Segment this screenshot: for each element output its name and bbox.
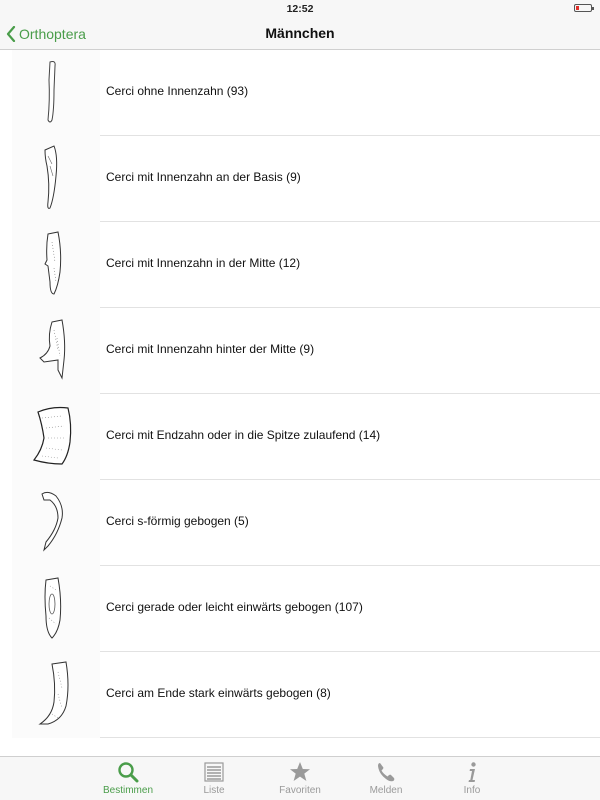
list-item-label: Cerci mit Endzahn oder in die Spitze zulaufend (14) (106, 428, 381, 442)
list-item[interactable] (12, 566, 600, 652)
list-item-label: Cerci gerade oder leicht einwärts gebogen (107) (106, 600, 363, 614)
cerci-thumbnail (12, 480, 100, 566)
info-icon (461, 761, 483, 783)
list-item-label: Cerci mit Innenzahn an der Basis (9) (106, 170, 301, 184)
list-item-label: Cerci am Ende stark einwärts gebogen (8) (106, 686, 331, 700)
list-item[interactable] (12, 308, 600, 394)
status-bar (0, 0, 600, 18)
tab-favoriten[interactable] (260, 761, 340, 799)
cerci-thumbnail (12, 566, 100, 652)
list-item[interactable] (12, 136, 600, 222)
list-item[interactable] (12, 50, 600, 136)
tab-bestimmen[interactable] (88, 761, 168, 799)
tab-label: Melden (369, 785, 403, 796)
phone-icon (375, 761, 397, 783)
star-icon (288, 761, 312, 783)
navigation-bar (0, 18, 600, 50)
battery-icon (574, 4, 592, 12)
list-item[interactable] (12, 480, 600, 566)
tab-label: Info (463, 785, 481, 796)
list-item[interactable] (12, 394, 600, 480)
cerci-thumbnail (12, 50, 100, 136)
cerci-thumbnail (12, 308, 100, 394)
cerci-thumbnail (12, 136, 100, 222)
tab-bar (0, 756, 600, 800)
search-icon (116, 761, 140, 783)
tab-liste[interactable] (174, 761, 254, 799)
tab-info[interactable] (432, 761, 512, 799)
cerci-thumbnail (12, 394, 100, 480)
list-item[interactable] (12, 222, 600, 308)
back-button-label: Orthoptera (19, 26, 86, 42)
list-icon (203, 761, 225, 783)
list-item-label: Cerci s-förmig gebogen (5) (106, 514, 249, 528)
status-time: 12:52 (286, 3, 314, 15)
tab-label: Liste (203, 785, 225, 796)
tab-label: Bestimmen (102, 785, 153, 796)
cerci-list (0, 50, 600, 756)
cerci-thumbnail (12, 222, 100, 308)
list-item[interactable] (12, 652, 600, 738)
tab-label: Favoriten (279, 785, 321, 796)
list-item-label: Cerci mit Innenzahn in der Mitte (12) (106, 256, 301, 270)
list-item-label: Cerci ohne Innenzahn (93) (106, 84, 249, 98)
tab-melden[interactable] (346, 761, 426, 799)
page-title: Männchen (265, 25, 335, 41)
list-item-label: Cerci mit Innenzahn hinter der Mitte (9) (106, 342, 315, 356)
cerci-thumbnail (12, 652, 100, 738)
